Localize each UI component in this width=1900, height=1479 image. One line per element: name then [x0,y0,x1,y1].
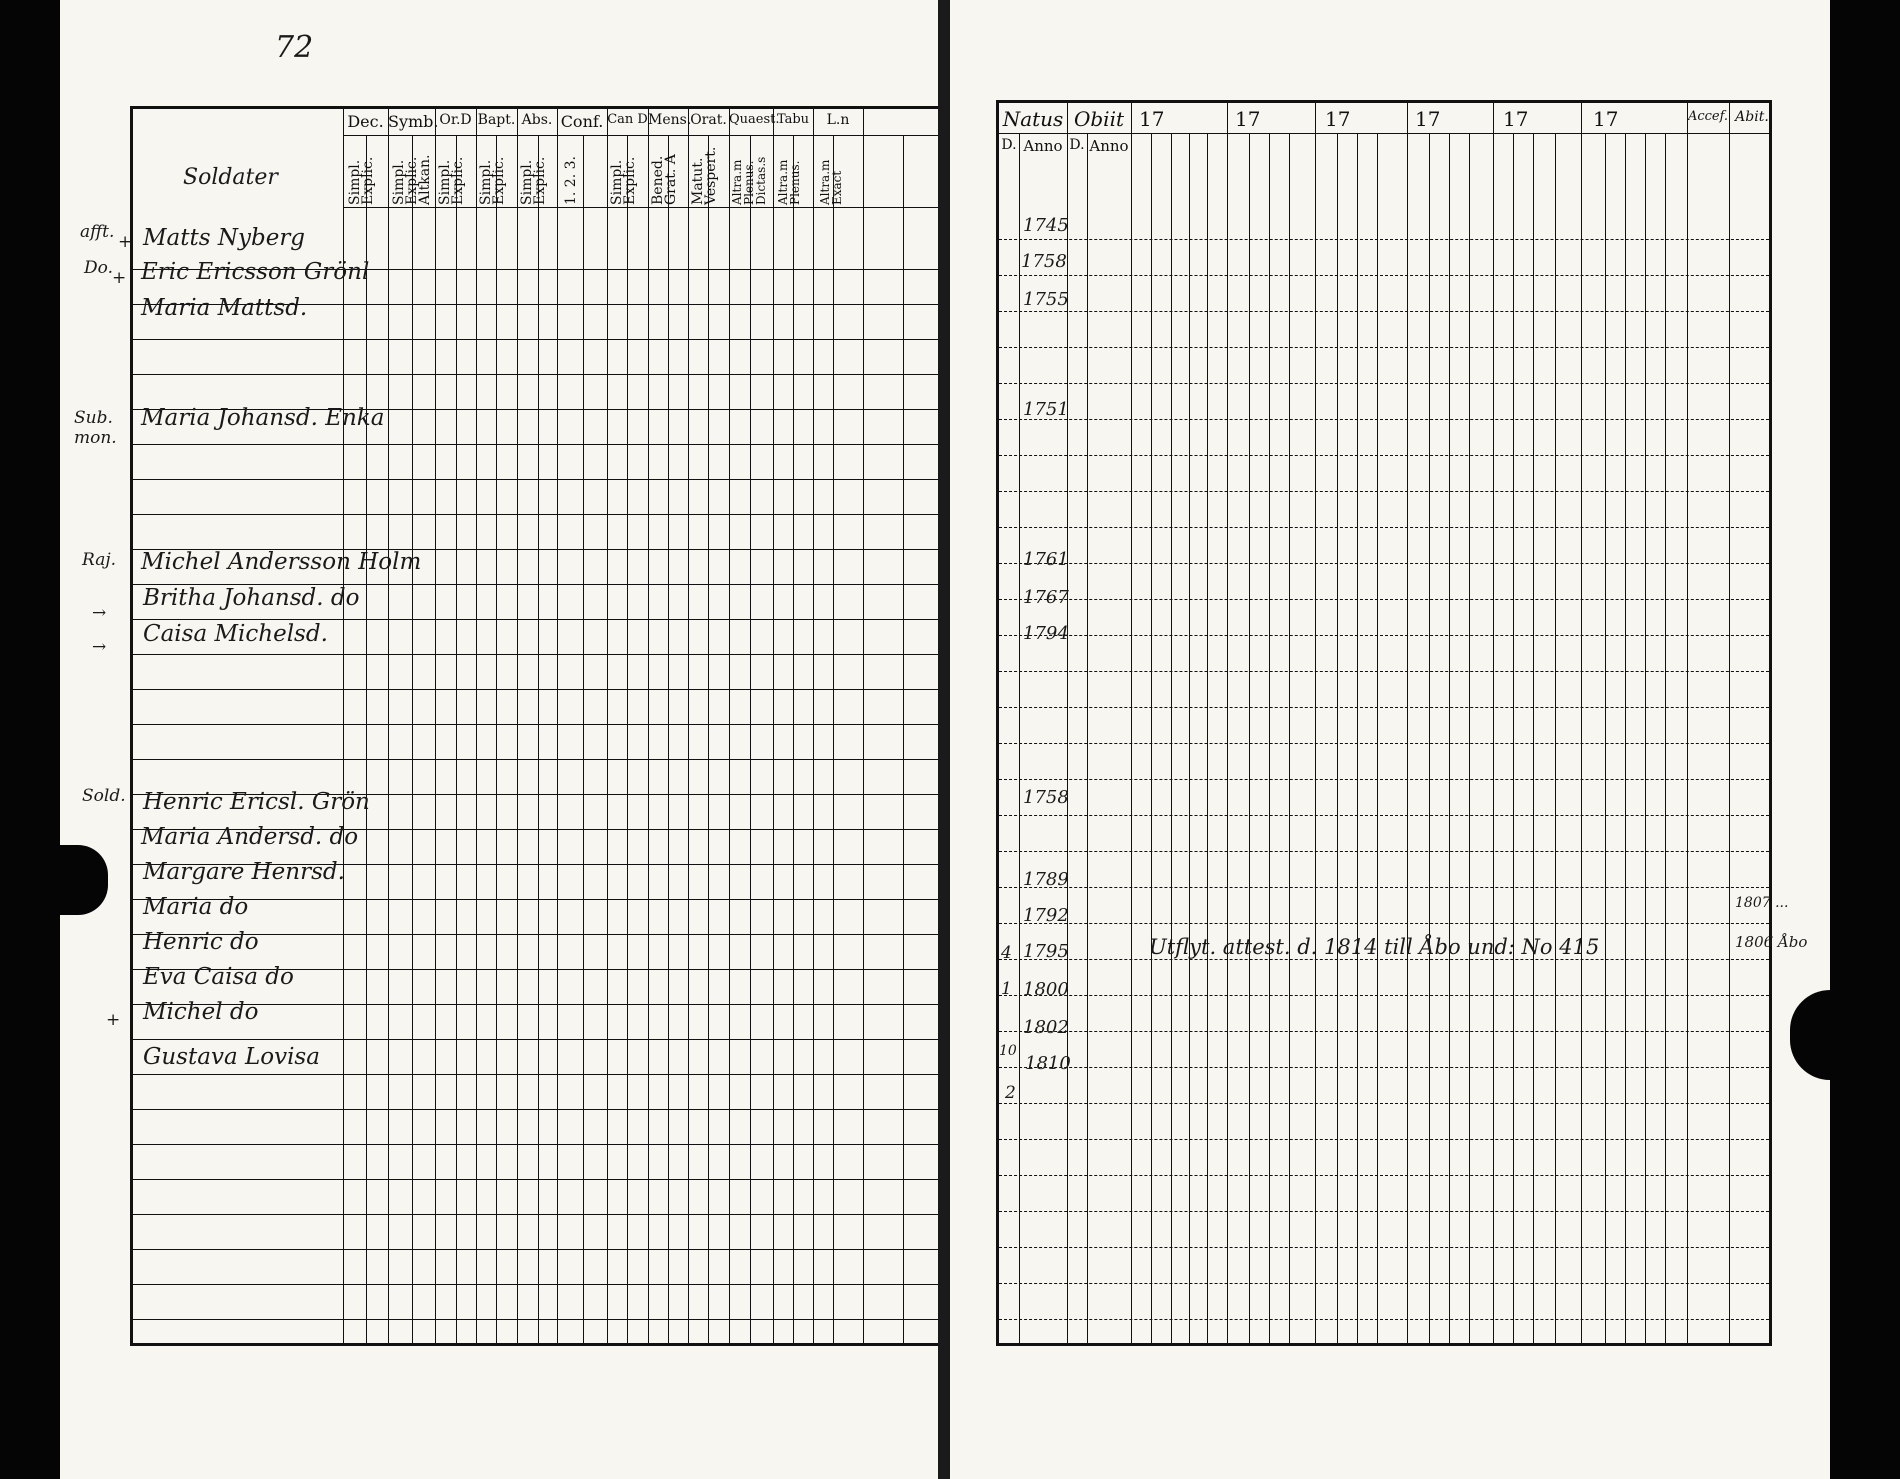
subheader-orat: Matut. Vespert. [690,146,719,205]
entry-name: Caisa Michelsd. [143,621,328,647]
birth-day: 2 [1005,1083,1016,1103]
subheader-ord: Simpl. Explic. [437,156,466,205]
subheader-symb: Simpl. Explic. Altkan. [391,154,433,205]
subheader-cand: Simpl. Explic. [609,156,638,205]
subheader-abs: Simpl. Explic. [519,156,548,205]
header-mens: Mens. [648,112,692,128]
entry-name: Margare Henrsd. [143,859,345,885]
subheader-bapt: Simpl. Explic. [478,156,507,205]
column-title-soldater: Soldater [183,165,278,190]
header-tabu: Tabu [776,112,810,127]
birth-year: 1789 [1023,869,1069,890]
entry-name: Michel do [143,999,259,1025]
entry-name: Henric do [143,929,259,955]
subheader-ln: Altra.m Exact [818,159,844,205]
birth-year: 1755 [1023,289,1069,310]
header-orat: Orat. [690,112,727,128]
header-symb: Symb. [388,112,439,131]
cross-mark: → [92,637,107,657]
header-abit: Abit. [1735,109,1769,125]
subheader-tabu: Altra.m Plenus. [776,159,802,205]
entry-name: Eva Caisa do [143,964,294,990]
birth-year: 1810 [1025,1053,1071,1074]
birth-year: 1792 [1023,905,1069,926]
page-number: 72 [275,30,314,65]
obiit-sub-anno: Anno [1089,137,1129,155]
birth-year: 1745 [1023,215,1069,236]
birth-year: 1758 [1021,251,1067,272]
birth-year: 1767 [1023,587,1069,608]
right-register-grid [996,100,1808,1346]
header-ord: Or.D [439,112,472,128]
margin-note: Raj. [82,550,116,570]
entry-name: Eric Ericsson Grönl [141,259,370,285]
birth-year: 1794 [1023,623,1069,644]
header-17: 17 [1325,107,1351,131]
header-natus: Natus [1002,107,1064,131]
cross-mark: + [118,232,133,252]
birth-year: 1802 [1023,1017,1069,1038]
margin-note: Sub. mon. [74,408,117,448]
header-ln: L.n [826,112,850,128]
right-page [950,0,1830,1479]
header-17: 17 [1139,107,1165,131]
birth-day: 10 [999,1043,1017,1059]
header-accef: Accef. [1687,109,1729,124]
header-17: 17 [1235,107,1261,131]
margin-note: Sold. [82,786,126,806]
subheader-mens: Bened. Grat. A [650,154,679,205]
subheader-dec: Simpl. Explic. [347,156,376,205]
natus-sub-d: D. [1001,137,1017,153]
entry-name: Maria do [143,894,249,920]
header-17: 17 [1593,107,1619,131]
header-abs: Abs. [521,112,553,128]
abit-note: 1807 ... [1735,895,1789,911]
entry-name: Maria Johansd. Enka [141,405,385,431]
entry-name: Maria Andersd. do [141,824,359,850]
entry-name: Britha Johansd. do [143,585,360,611]
margin-note: Do. [84,258,113,278]
subheader-quaest: Altra.m Plenus. Dictas.s [730,156,768,205]
header-conf: Conf. [560,112,604,131]
obiit-sub-d: D. [1069,137,1085,153]
birth-year: 1758 [1023,787,1069,808]
left-page [60,0,940,1479]
birth-year: 1751 [1023,399,1069,420]
birth-year: 1795 [1023,941,1069,962]
page-clip-left [60,845,108,915]
abit-note: 1806 Åbo [1735,933,1808,951]
header-cand: Can D [607,112,648,127]
cross-mark: → [92,603,107,623]
subheader-conf: 1. 2. 3. [563,156,579,205]
header-dec: Dec. [347,112,384,131]
natus-sub-anno: Anno [1023,137,1063,155]
header-quaest: Quaest. [729,112,780,127]
left-register-grid [130,106,962,1346]
birth-day: 1 [1001,979,1012,999]
header-bapt: Bapt. [477,112,516,128]
cross-mark: + [106,1010,121,1030]
header-17: 17 [1503,107,1529,131]
entry-name: Michel Andersson Holm [141,549,422,575]
entry-name: Henric Ericsl. Grön [143,789,370,815]
header-17: 17 [1415,107,1441,131]
margin-note: afft. [80,222,115,242]
entry-name: Gustava Lovisa [143,1044,320,1070]
header-obiit: Obiit [1073,107,1125,131]
cross-mark: + [112,268,127,288]
entry-name: Matts Nyberg [143,225,306,251]
entry-name: Maria Mattsd. [141,295,308,321]
birth-day: 4 [1001,943,1012,963]
birth-year: 1800 [1023,979,1069,1000]
emigration-note: Utflyt. attest. d. 1814 till Åbo und: No 415 [1149,935,1600,959]
birth-year: 1761 [1023,549,1069,570]
